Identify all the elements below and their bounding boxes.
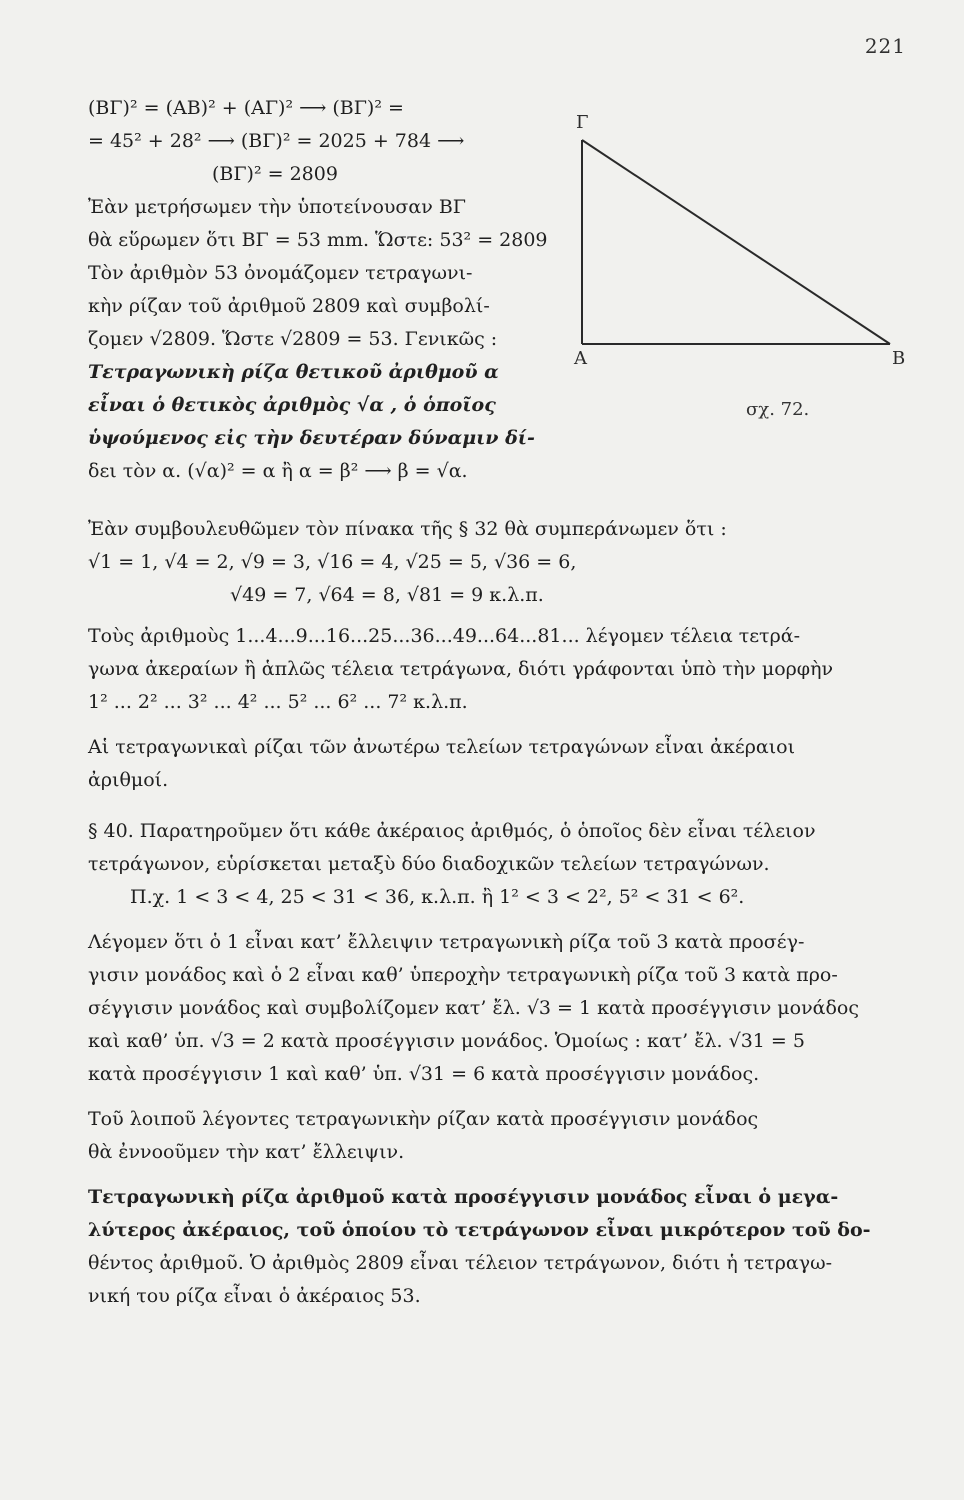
main-line-2: Τοὺς ἀριθμοὺς 1...4...9...16...25...36...49...64...81... λέγομεν τέλεια τετρά- (88, 625, 800, 647)
text-line-6: Τὸν ἀριθμὸν 53 ὀνομάζομεν τετραγωνι- (88, 262, 473, 284)
main-line-7: Λέγομεν ὅτι ὁ 1 εἶναι κατ’ ἔλλειψιν τετραγωνικὴ ρίζα τοῦ 3 κατὰ προσέγ- (88, 931, 805, 953)
main-line-10: καὶ καθ’ ὑπ. √3 = 2 κατὰ προσέγγισιν μονάδος. Ὁμοίως : κατ’ ἔλ. √31 = 5 (88, 1030, 805, 1052)
main-line-8: γισιν μονάδος καὶ ὁ 2 εἶναι καθ’ ὑπεροχὴν τετραγωνικὴ ρίζα τοῦ 3 κατὰ προ- (88, 964, 838, 986)
main-line-3: γωνα ἀκεραίων ἢ ἁπλῶς τέλεια τετράγωνα, διότι γράφονται ὑπὸ τὴν μορφὴν (88, 658, 834, 680)
definition-line-1: Τετραγωνικὴ ρίζα θετικοῦ ἀριθμοῦ α (88, 361, 499, 383)
definition-line-3: ὑψούμενος εἰς τὴν δευτέραν δύναμιν δί- (88, 427, 535, 449)
main-text-block (88, 480, 908, 1313)
sqrt-values-line-1: √1 = 1, √4 = 2, √9 = 3, √16 = 4, √25 = 5, √36 = 6, (88, 551, 577, 573)
vertex-label-gamma: Γ (576, 112, 589, 133)
equation-line-3: (ΒΓ)² = 2809 (212, 163, 338, 185)
right-triangle-diagram (570, 112, 910, 432)
main-line-1: Ἐὰν συμβουλευθῶμεν τὸν πίνακα τῆς § 32 θὰ συμπεράνωμεν ὅτι : (88, 518, 727, 540)
vertex-label-alpha: Α (574, 348, 587, 369)
main-line-13: θὰ ἐννοοῦμεν τὴν κατ’ ἔλλειψιν. (88, 1141, 405, 1163)
example-line: Π.χ. 1 < 3 < 4, 25 < 31 < 36, κ.λ.π. ἢ 1² < 3 < 2², 5² < 31 < 6². (130, 886, 745, 908)
bold-definition-line-1: Τετραγωνικὴ ρίζα ἀριθμοῦ κατὰ προσέγγισιν μονάδος εἶναι ὁ μεγα- (88, 1186, 839, 1208)
bold-definition-line-2: λύτερος ἀκέραιος, τοῦ ὁποίου τὸ τετράγωνον εἶναι μικρότερον τοῦ δο- (88, 1219, 871, 1241)
triangle-side-bg (582, 140, 890, 344)
text-line-4: Ἐὰν μετρήσωμεν τὴν ὑποτείνουσαν ΒΓ (88, 196, 466, 218)
equation-line-1: (ΒΓ)² = (ΑΒ)² + (ΑΓ)² ⟶ (ΒΓ)² = (88, 97, 404, 119)
sqrt-values-line-2: √49 = 7, √64 = 8, √81 = 9 κ.λ.π. (230, 584, 544, 606)
definition-line-2: εἶναι ὁ θετικὸς ἀριθμὸς √α , ὁ ὁποῖος (88, 394, 496, 416)
section-line-1: § 40. Παρατηροῦμεν ὅτι κάθε ἀκέραιος ἀριθμός, ὁ ὁποῖος δὲν εἶναι τέλειον (88, 820, 816, 842)
text-line-8: ζομεν √2809. Ὥστε √2809 = 53. Γενικῶς : (88, 328, 498, 350)
text-line-7: κὴν ρίζαν τοῦ ἀριθμοῦ 2809 καὶ συμβολί- (88, 295, 490, 317)
equation-line-2: = 45² + 28² ⟶ (ΒΓ)² = 2025 + 784 ⟶ (88, 130, 465, 152)
main-line-11: κατὰ προσέγγισιν 1 καὶ καθ’ ὑπ. √31 = 6 κατὰ προσέγγισιν μονάδος. (88, 1063, 760, 1085)
bold-definition-line-3: θέντος ἀριθμοῦ. Ὁ ἀριθμὸς 2809 εἶναι τέλειον τετράγωνον, διότι ἡ τετραγω- (88, 1252, 832, 1274)
figure-caption: σχ. 72. (746, 399, 810, 420)
main-line-9: σέγγισιν μονάδος καὶ συμβολίζομεν κατ’ ἔλ. √3 = 1 κατὰ προσέγγισιν μονάδος (88, 997, 859, 1019)
main-line-4: 1² ... 2² ... 3² ... 4² ... 5² ... 6² ... 7² κ.λ.π. (88, 691, 468, 713)
definition-line-4: δει τὸν α. (√α)² = α ἢ α = β² ⟶ β = √α. (88, 460, 468, 482)
main-line-14: νική του ρίζα εἶναι ὁ ἀκέραιος 53. (88, 1285, 421, 1307)
vertex-label-beta: Β (892, 348, 906, 369)
triangle-svg (570, 112, 910, 432)
page-number: 221 (864, 34, 906, 58)
section-line-2: τετράγωνον, εὑρίσκεται μεταξὺ δύο διαδοχικῶν τελείων τετραγώνων. (88, 853, 770, 875)
main-line-12: Τοῦ λοιποῦ λέγοντες τετραγωνικὴν ρίζαν κατὰ προσέγγισιν μονάδος (88, 1108, 759, 1130)
main-line-6: ἀριθμοί. (88, 769, 169, 791)
text-line-5: θὰ εὕρωμεν ὅτι ΒΓ = 53 mm. Ὥστε: 53² = 2809 (88, 229, 548, 251)
intro-text-block (88, 92, 558, 488)
main-line-5: Αἱ τετραγωνικαὶ ρίζαι τῶν ἀνωτέρω τελείων τετραγώνων εἶναι ἀκέραιοι (88, 736, 796, 758)
